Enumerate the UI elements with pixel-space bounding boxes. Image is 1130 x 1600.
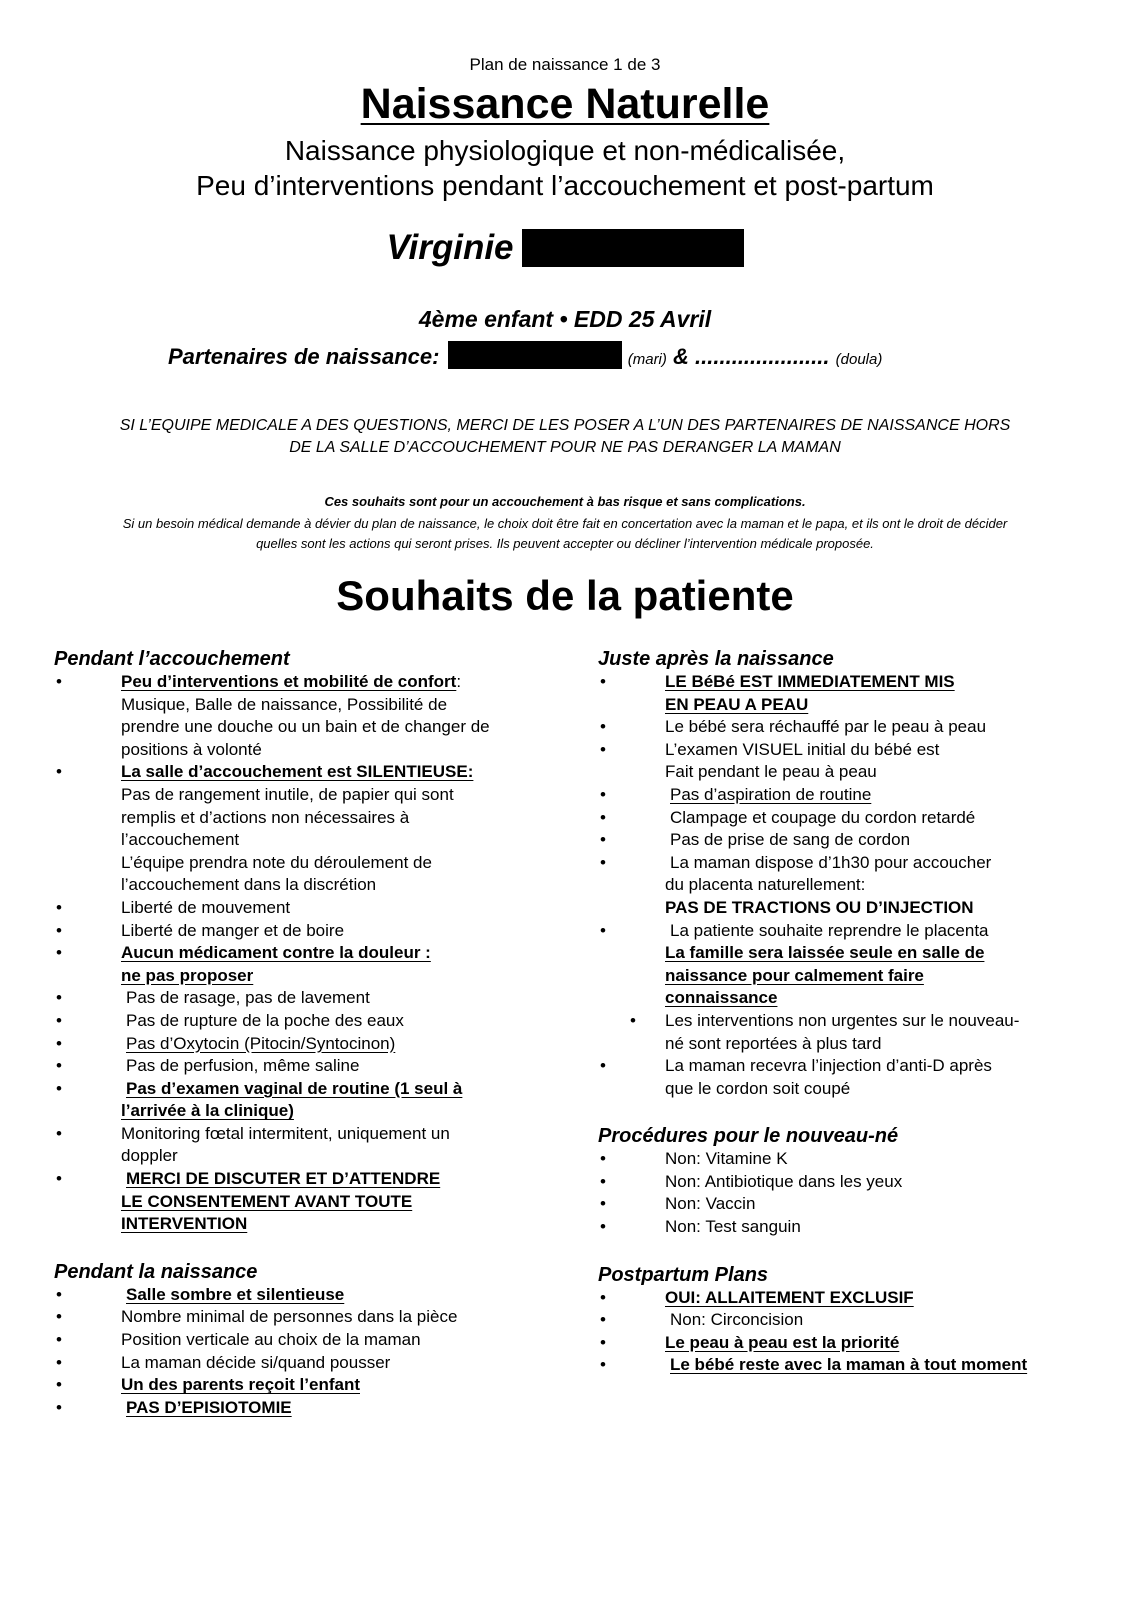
- bullet-icon: •: [56, 762, 62, 782]
- list-item: • Le peau à peau est la priorité: [598, 1332, 1088, 1355]
- mother-name: Virginie: [386, 228, 514, 267]
- bullet-icon: •: [600, 1056, 606, 1076]
- bullet-icon: •: [600, 1194, 606, 1214]
- medical-team-warning: [0, 415, 1130, 459]
- list-item: • La patiente souhaite reprendre le placenta La famille sera laissée seule en salle de naissance pour calmement faire connaissance: [600, 920, 989, 1008]
- list-item: • Pas de rasage, pas de lavement: [54, 987, 564, 1010]
- bullet-icon: •: [600, 1310, 606, 1330]
- list-item: • Les interventions non urgentes sur le nouveau- né sont reportées à plus tard: [630, 1010, 1020, 1053]
- note-line-1: Si un besoin médical demande à dévier du plan de naissance, le choix doit être fait en concertation avec la maman et le papa, et ils ont le droit de décider: [122, 516, 1008, 531]
- bullet-icon: •: [56, 1056, 62, 1076]
- list-item: • Un des parents reçoit l’enfant: [54, 1374, 564, 1397]
- list-item: • Salle sombre et silentieuse: [54, 1284, 564, 1307]
- list-item: • Monitoring fœtal intermitent, uniquement un doppler: [56, 1123, 450, 1166]
- list-item: • Nombre minimal de personnes dans la pièce: [54, 1306, 564, 1329]
- bullet-icon: •: [600, 830, 606, 850]
- list-item: • La maman recevra l’injection d’anti-D après que le cordon soit coupé: [600, 1056, 992, 1098]
- bullet-icon: •: [56, 1307, 62, 1327]
- list-item: • Non: Vitamine K: [598, 1148, 1088, 1171]
- bullet-icon: •: [56, 1010, 62, 1030]
- postpartum-heading: Postpartum Plans: [598, 1263, 769, 1286]
- bullet-icon: •: [56, 1123, 62, 1143]
- bullet-icon: •: [600, 784, 606, 804]
- bullet-icon: •: [56, 1284, 62, 1304]
- list-item: • Peu d’interventions et mobilité de confort: Musique, Balle de naissance, Possibilité de prendre une douche ou un bain et de changer de positions à volonté: [56, 672, 490, 759]
- ampersand: &: [673, 344, 689, 369]
- bullet-icon: •: [56, 1033, 62, 1053]
- bullet-icon: •: [56, 1078, 62, 1098]
- list-item: • Liberté de manger et de boire: [54, 920, 564, 943]
- bullet-icon: •: [600, 1332, 606, 1352]
- bullet-icon: •: [56, 920, 62, 940]
- child-info: 4ème enfant • EDD 25 Avril: [418, 306, 712, 332]
- redacted-surname: [522, 229, 744, 267]
- list-item: • Clampage et coupage du cordon retardé: [598, 807, 1088, 830]
- partner-2-role: (doula): [835, 351, 883, 368]
- list-item: • Position verticale au choix de la maman: [54, 1329, 564, 1352]
- newborn-procedures-heading: Procédures pour le nouveau-né: [598, 1125, 899, 1148]
- list-item: • Liberté de mouvement: [54, 897, 564, 920]
- list-item: • La maman décide si/quand pousser: [54, 1352, 564, 1375]
- section-title: Souhaits de la patiente: [336, 572, 794, 619]
- warning-line-1: SI L’EQUIPE MEDICALE A DES QUESTIONS, MERCI DE LES POSER A L’UN DES PARTENAIRES DE NAISSANCE HORS: [119, 417, 1011, 434]
- bullet-icon: •: [56, 1375, 62, 1395]
- subtitle-line-2: Peu d’interventions pendant l’accouchement et post-partum: [196, 170, 934, 201]
- partner-1-role: (mari): [627, 351, 667, 368]
- list-item: • Non: Vaccin: [598, 1193, 1088, 1216]
- partners-row: [168, 344, 882, 372]
- list-item: • Pas d’aspiration de routine: [598, 784, 1088, 807]
- partners-label: Partenaires de naissance:: [168, 344, 440, 369]
- list-item: • Pas de prise de sang de cordon: [598, 829, 1088, 852]
- bullet-icon: •: [56, 988, 62, 1008]
- list-item: • PAS D’EPISIOTOMIE: [54, 1397, 564, 1420]
- list-item: • Non: Antibiotique dans les yeux: [598, 1171, 1088, 1194]
- bullet-icon: •: [630, 1010, 636, 1030]
- list-item: • LE BéBé EST IMMEDIATEMENT MIS EN PEAU A PEAU: [600, 672, 955, 714]
- bullet-icon: •: [56, 1352, 62, 1372]
- list-item: • Pas de rupture de la poche des eaux: [54, 1010, 564, 1033]
- list-item: • La maman dispose d’1h30 pour accoucher du placenta naturellement: PAS DE TRACTIONS OU D’INJECTION: [600, 852, 992, 917]
- list-item: • La salle d’accouchement est SILENTIEUSE: Pas de rangement inutile, de papier qui sont remplis et d’actions non nécessaires à l’accouchement L’équipe prendra note du déroulement de l’accouchement dans la discrétion: [56, 762, 474, 895]
- redacted-partner-name: [448, 341, 622, 369]
- bullet-icon: •: [600, 1171, 606, 1191]
- page-label: Plan de naissance 1 de 3: [469, 55, 661, 74]
- list-item: • Pas d’examen vaginal de routine (1 seul à l’arrivée à la clinique): [56, 1078, 463, 1121]
- list-item: • OUI: ALLAITEMENT EXCLUSIF: [598, 1287, 1088, 1310]
- labour-heading: Pendant l’accouchement: [54, 648, 290, 670]
- list-item: • Pas d’Oxytocin (Pitocin/Syntocinon): [54, 1033, 564, 1056]
- bullet-icon: •: [600, 1355, 606, 1375]
- bullet-icon: •: [600, 852, 606, 872]
- list-item: • Le bébé sera réchauffé par le peau à peau: [598, 716, 1088, 739]
- low-risk-note: Ces souhaits sont pour un accouchement à bas risque et sans complications.: [324, 494, 806, 509]
- bullet-icon: •: [600, 1217, 606, 1237]
- right-column: [598, 647, 1088, 1377]
- bullet-icon: •: [56, 672, 62, 691]
- list-item: • Aucun médicament contre la douleur : ne pas proposer: [56, 943, 431, 985]
- bullet-icon: •: [600, 1287, 606, 1307]
- bullet-icon: •: [600, 739, 606, 759]
- birth-heading: Pendant la naissance: [54, 1260, 258, 1283]
- bullet-icon: •: [600, 920, 606, 940]
- list-item: • Non: Circoncision: [598, 1309, 1088, 1332]
- bullet-icon: •: [600, 672, 606, 691]
- after-birth-heading: Juste après la naissance: [598, 648, 834, 670]
- subtitle-line-1: Naissance physiologique et non-médicalisée,: [284, 135, 846, 166]
- bullet-icon: •: [56, 943, 62, 963]
- list-item: • Le bébé reste avec la maman à tout moment: [598, 1354, 1088, 1377]
- page-title: Naissance Naturelle: [360, 80, 770, 128]
- note-line-2: quelles sont les actions qui seront prises. Ils peuvent accepter ou décliner l’intervention médicale proposée.: [256, 536, 874, 551]
- list-item: • Non: Test sanguin: [598, 1216, 1088, 1239]
- warning-line-2: DE LA SALLE D’ACCOUCHEMENT POUR NE PAS DERANGER LA MAMAN: [289, 439, 841, 456]
- list-item: • L’examen VISUEL initial du bébé est Fait pendant le peau à peau: [600, 739, 940, 782]
- medical-deviation-note: [0, 514, 1130, 554]
- partner-2-blank: ......................: [695, 344, 830, 369]
- list-item: • Pas de perfusion, même saline: [54, 1055, 564, 1078]
- mother-name-row: [0, 228, 1130, 269]
- left-column: [54, 647, 564, 1419]
- bullet-icon: •: [56, 1330, 62, 1350]
- list-item: • MERCI DE DISCUTER ET D’ATTENDRE LE CONSENTEMENT AVANT TOUTE INTERVENTION: [56, 1169, 441, 1234]
- bullet-icon: •: [56, 1169, 62, 1189]
- bullet-icon: •: [600, 717, 606, 737]
- bullet-icon: •: [600, 807, 606, 827]
- bullet-icon: •: [56, 897, 62, 917]
- bullet-icon: •: [56, 1397, 62, 1417]
- bullet-icon: •: [600, 1149, 606, 1169]
